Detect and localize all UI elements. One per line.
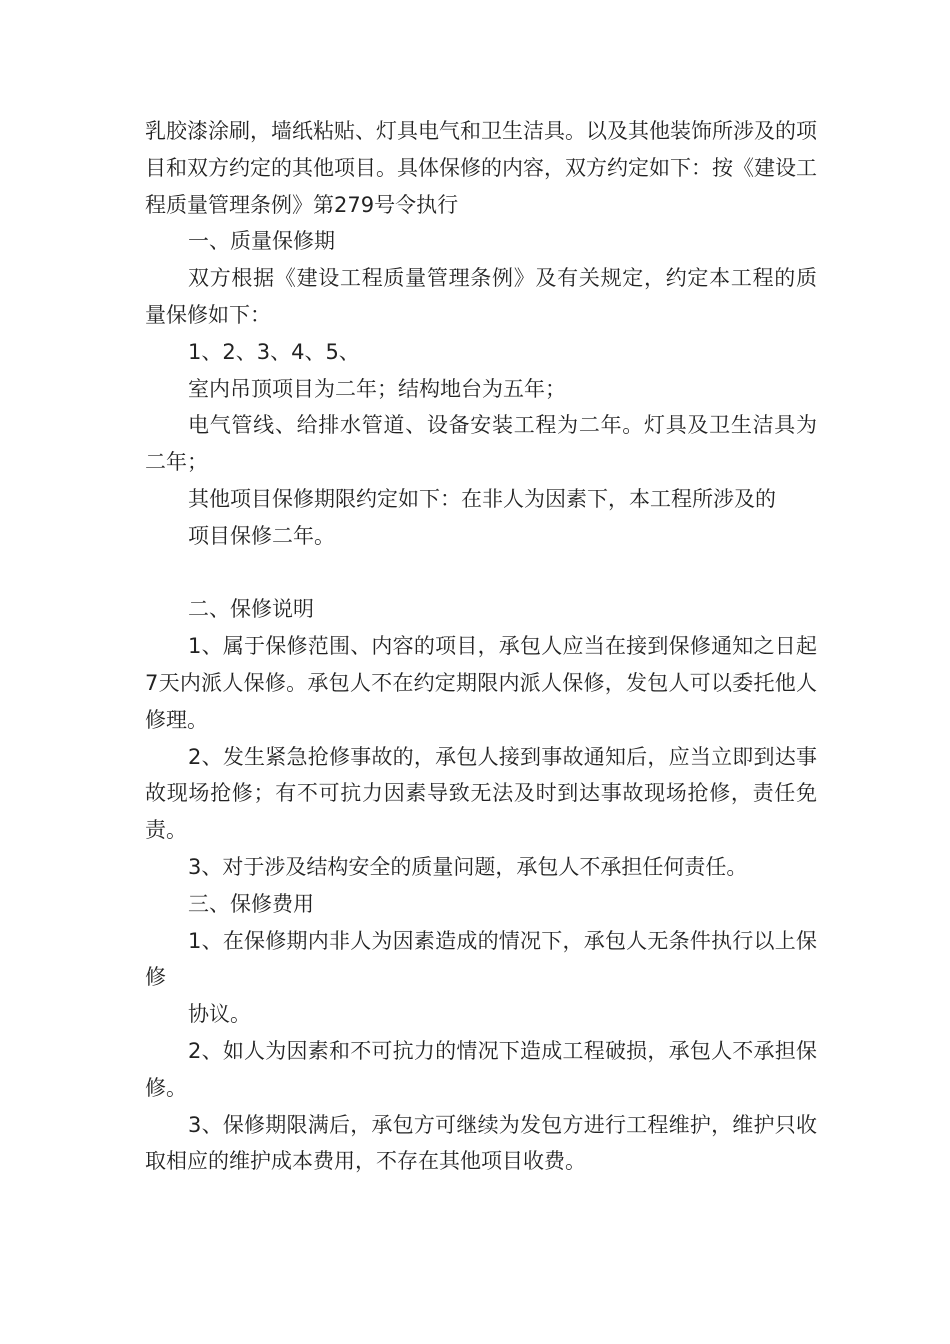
heading-warranty-period: 一、质量保修期	[188, 229, 335, 254]
paragraph-list-numbers: 1、2、3、4、5、	[188, 339, 360, 364]
paragraph-note-1: 1、属于保修范围、内容的项目，承包人应当在接到保修通知之日起7天内派人保修。承包人不在约定期限内派人保修，发包人可以委托他人修理。	[145, 634, 817, 732]
paragraph-cost-1-continued: 协议。	[188, 1002, 251, 1027]
paragraph-cost-3: 3、保修期限满后，承包方可继续为发包方进行工程维护，维护只收取相应的维护成本费用，不存在其他项目收费。	[145, 1112, 817, 1174]
heading-warranty-costs: 三、保修费用	[188, 891, 314, 916]
paragraph-warranty-basis: 双方根据《建设工程质量管理条例》及有关规定，约定本工程的质量保修如下：	[145, 266, 817, 327]
paragraph-note-2: 2、发生紧急抢修事故的，承包人接到事故通知后，应当立即到达事故现场抢修；有不可抗力因素导致无法及时到达事故现场抢修，责任免责。	[145, 744, 817, 843]
paragraph-cost-1: 1、在保修期内非人为因素造成的情况下，承包人无条件执行以上保修	[145, 928, 817, 990]
heading-warranty-notes: 二、保修说明	[188, 597, 314, 622]
paragraph-note-3: 3、对于涉及结构安全的质量问题，承包人不承担任何责任。	[188, 854, 748, 879]
paragraph-electrical-plumbing: 电气管线、给排水管道、设备安装工程为二年。灯具及卫生洁具为二年；	[145, 413, 817, 475]
document-page	[145, 113, 817, 1180]
paragraph-other-items: 其他项目保修期限约定如下：在非人为因素下，本工程所涉及的	[188, 486, 776, 511]
paragraph-other-items-continued: 项目保修二年。	[188, 523, 335, 548]
paragraph-ceiling-structure: 室内吊顶项目为二年；结构地台为五年；	[188, 376, 566, 401]
blank-line	[145, 555, 817, 592]
paragraph-cost-2: 2、如人为因素和不可抗力的情况下造成工程破损，承包人不承担保修。	[145, 1038, 817, 1100]
paragraph-scope-intro: 乳胶漆涂刷，墙纸粘贴、灯具电气和卫生洁具。以及其他装饰所涉及的项目和双方约定的其他项目。具体保修的内容，双方约定如下：按《建设工程质量管理条例》第279号令执行	[145, 119, 817, 217]
